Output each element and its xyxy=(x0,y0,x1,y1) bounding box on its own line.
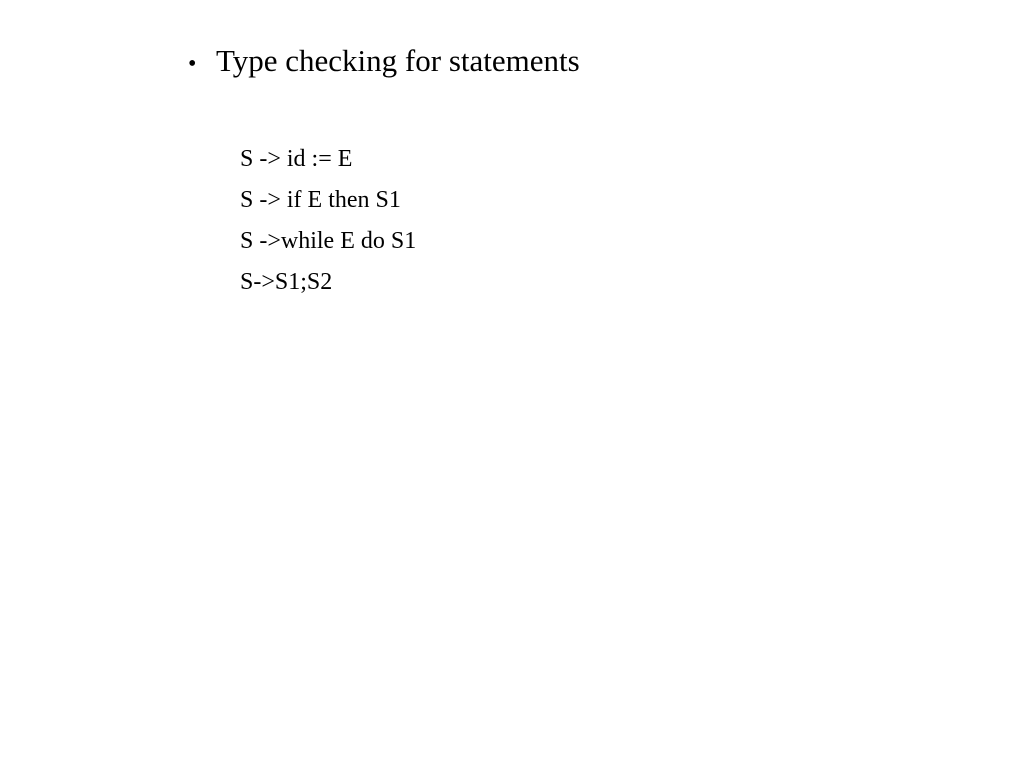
grammar-rules-list xyxy=(240,139,416,303)
bullet-item xyxy=(188,42,580,83)
slide-heading: Type checking for statements xyxy=(216,43,580,78)
grammar-rule: S ->while E do S1 xyxy=(240,228,417,254)
grammar-rule: S -> id := E xyxy=(240,146,353,172)
grammar-rule: S -> if E then S1 xyxy=(240,187,401,213)
grammar-rule: S->S1;S2 xyxy=(240,269,333,295)
bullet-icon: • xyxy=(188,51,197,77)
